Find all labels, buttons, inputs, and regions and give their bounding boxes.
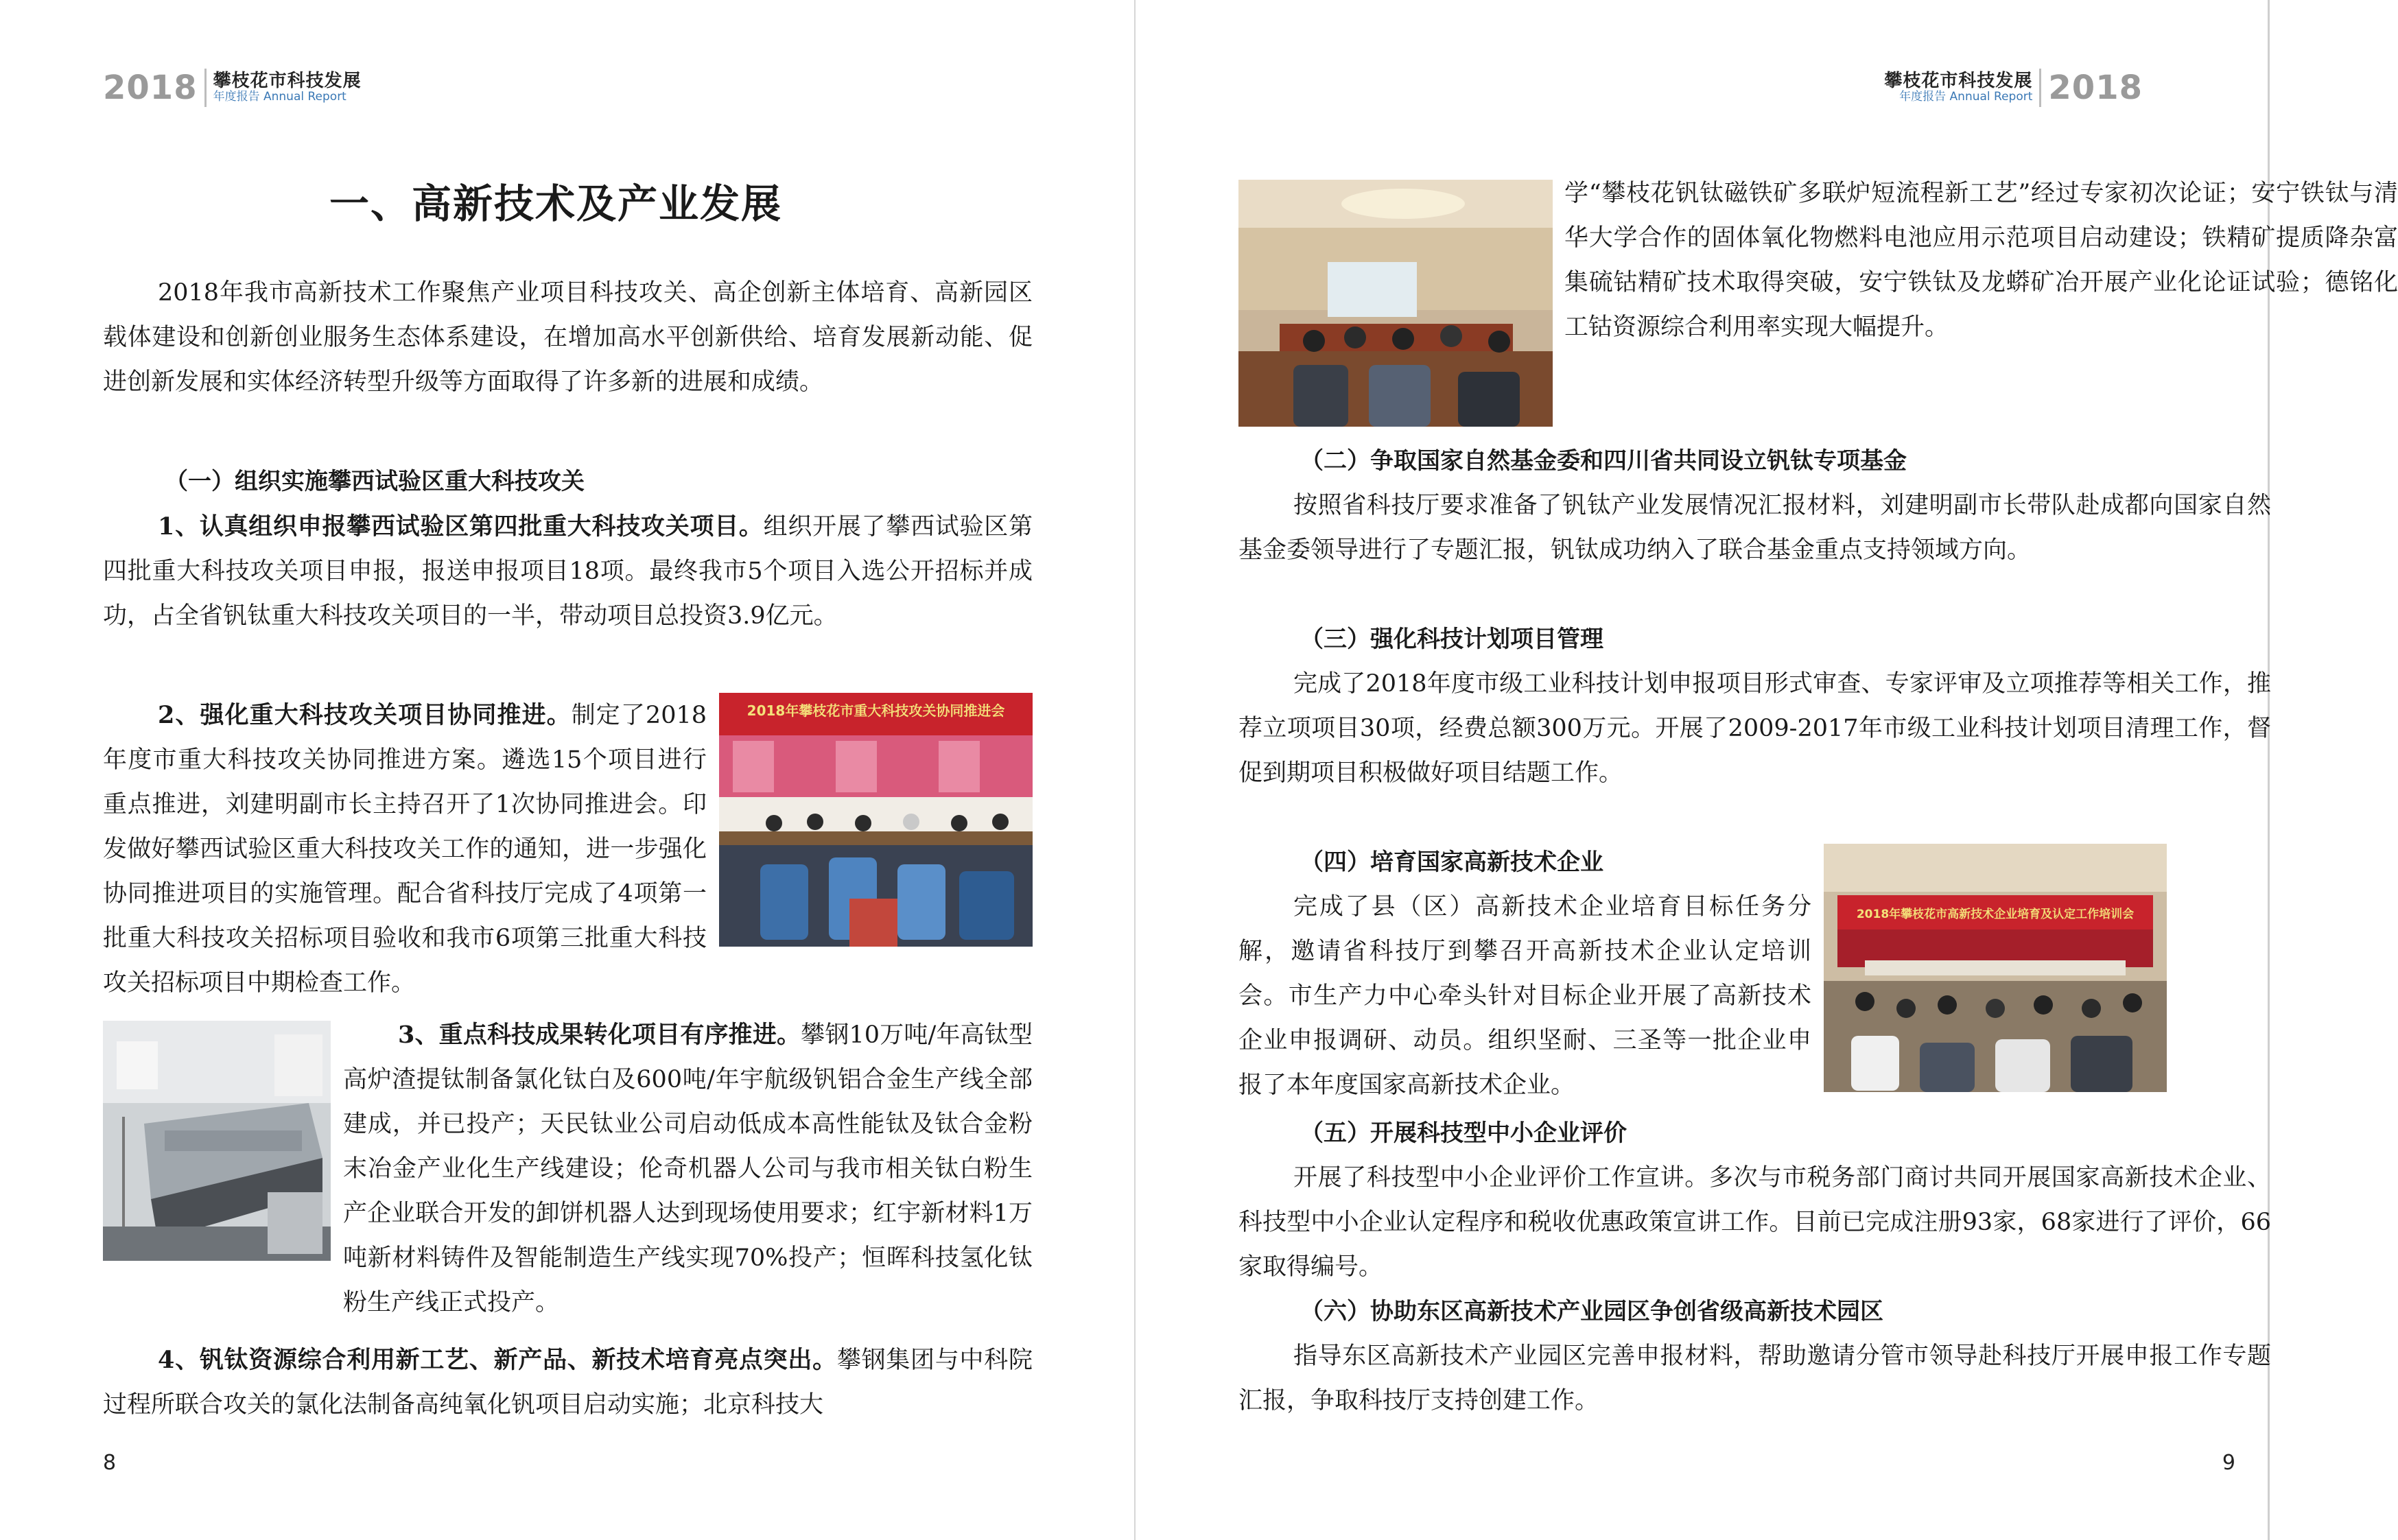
- section6-text: 指导东区高新技术产业园区完善申报材料，帮助邀请分管市领导赴科技厅开展申报工作专题汇报，争取科技厅支持创建工作。: [1238, 1342, 2271, 1414]
- item1-text: 组织开展了攀西试验区第四批重大科技攻关项目申报，报送申报项目18项。最终我市5个项目入选公开招标并成功，占全省钒钛重大科技攻关项目的一半，带动项目总投资3.9亿元。: [103, 513, 1033, 630]
- item2-lead: 2、强化重大科技攻关项目协同推进。: [158, 701, 572, 729]
- header-year: 2018: [103, 69, 198, 107]
- item4-paragraph: [103, 1338, 1033, 1428]
- production-line-photo: [103, 1021, 331, 1261]
- item4-lead: 4、钒钛资源综合利用新工艺、新产品、新技术培育亮点突出。: [158, 1346, 837, 1374]
- section2-paragraph: [1238, 484, 2271, 573]
- meeting-photo-1-image: [719, 693, 1033, 947]
- item2-paragraph: [103, 693, 707, 1006]
- header-year-right: 2018: [2048, 69, 2143, 107]
- section3-heading: （三）强化科技计划项目管理: [1300, 626, 1603, 653]
- header-subtitle-right: 年度报告 Annual Report: [1899, 89, 2033, 104]
- section2-text: 按照省科技厅要求准备了钒钛产业发展情况汇报材料，刘建明副市长带队赴成都向国家自然基金委领导进行了专题汇报，钒钛成功纳入了联合基金重点支持领域方向。: [1238, 492, 2271, 564]
- continued-text: 学“攀枝花钒钛磁铁矿多联炉短流程新工艺”经过专家初次论证；安宁铁钛与清华大学合作的固体氧化物燃料电池应用示范项目启动建设；铁精矿提质降杂富集硫钴精矿技术取得突破，安宁铁钛及龙蟒矿冶开展产业化论证试验；德铭化工钴资源综合利用率实现大幅提升。: [1564, 180, 2398, 341]
- page-number-right: 9: [2222, 1451, 2235, 1475]
- intro-text: 2018年我市高新技术工作聚焦产业项目科技攻关、高企创新主体培育、高新园区载体建设和创新创业服务生态体系建设，在增加高水平创新供给、培育发展新动能、促进创新发展和实体经济转型升级等方面取得了许多新的进展和成绩。: [103, 279, 1033, 396]
- page-number-left: 8: [103, 1451, 117, 1475]
- item3-text: 攀钢10万吨/年高钛型高炉渣提钛制备氯化钛白及600吨/年宇航级钒铝合金生产线全部建成，并已投产；天民钛业公司启动低成本高性能钛及钛合金粉末冶金产业化生产线建设；伦奇机器人公司与我市相关钛白粉生产企业联合开发的卸饼机器人达到现场使用要求；红宇新材料1万吨新材料铸件及智能制造生产线实现70%投产；恒晖科技氢化钛粉生产线正式投产。: [343, 1021, 1033, 1316]
- production-line-image: [103, 1021, 331, 1261]
- item3-lead: 3、重点科技成果转化项目有序推进。: [398, 1021, 801, 1049]
- banner-caption-1: 2018年攀枝花市重大科技攻关协同推进会: [747, 702, 1005, 719]
- page-title: 一、高新技术及产业发展: [329, 180, 783, 227]
- header-divider-right: [2039, 69, 2041, 107]
- continued-paragraph: [1564, 171, 2398, 350]
- section1-heading: （一）组织实施攀西试验区重大科技攻关: [165, 468, 585, 495]
- section4-heading: （四）培育国家高新技术企业: [1300, 849, 1603, 876]
- item4-text: 攀钢集团与中科院过程所联合攻关的氯化法制备高纯氧化钒项目启动实施；北京科技大: [103, 1347, 1033, 1419]
- section5-text: 开展了科技型中小企业评价工作宣讲。多次与市税务部门商讨共同开展国家高新技术企业、科技型中小企业认定程序和税收优惠政策宣讲工作。目前已完成注册93家，68家进行了评价，66家取得编号。: [1238, 1164, 2271, 1281]
- item2-text: 制定了2018年度市重大科技攻关协同推进方案。遴选15个项目进行重点推进，刘建明副市长主持召开了1次协同推进会。印发做好攀西试验区重大科技攻关工作的通知，进一步强化协同推进项目的实施管理。配合省科技厅完成了4项第一批重大科技攻关招标项目验收和我市6项第三批重大科技攻关招标项目中期检查工作。: [103, 702, 707, 997]
- training-photo: [1824, 844, 2167, 1092]
- right-page: [1136, 0, 2398, 1540]
- section2-heading: （二）争取国家自然基金委和四川省共同设立钒钛专项基金: [1300, 447, 1907, 475]
- header-titles: [213, 72, 362, 103]
- intro-paragraph: [103, 271, 1033, 405]
- banner-caption-2: 2018年攀枝花市高新技术企业培育及认定工作培训会: [1856, 908, 2135, 921]
- section4-paragraph: [1238, 885, 1811, 1108]
- header-titles-right: [1884, 72, 2032, 103]
- left-header: [103, 69, 362, 107]
- section4-text: 完成了县（区）高新技术企业培育目标任务分解，邀请省科技厅到攀召开高新技术企业认定培训会。市生产力中心牵头针对目标企业开展了高新技术企业申报调研、动员。组织坚耐、三圣等一批企业申报了本年度国家高新技术企业。: [1238, 893, 1811, 1099]
- item1-lead: 1、认真组织申报攀西试验区第四批重大科技攻关项目。: [158, 512, 764, 541]
- meeting-photo-1: [719, 693, 1033, 947]
- meeting-photo-2-image: [1238, 180, 1553, 427]
- section5-heading: （五）开展科技型中小企业评价: [1300, 1120, 1627, 1147]
- training-photo-image: [1824, 844, 2167, 1092]
- section3-paragraph: [1238, 662, 2271, 796]
- item3-paragraph: [343, 1012, 1033, 1325]
- section3-text: 完成了2018年度市级工业科技计划申报项目形式审查、专家评审及立项推荐等相关工作，推荐立项项目30项，经费总额300万元。开展了2009-2017年市级工业科技计划项目清理工作，督促到期项目积极做好项目结题工作。: [1238, 670, 2271, 787]
- item1-paragraph: [103, 504, 1033, 639]
- header-title: 攀枝花市科技发展: [213, 71, 362, 92]
- section5-paragraph: [1238, 1156, 2271, 1290]
- meeting-photo-2: [1238, 180, 1553, 427]
- section6-paragraph: [1238, 1334, 2271, 1423]
- header-title-right: 攀枝花市科技发展: [1884, 71, 2033, 92]
- section6-heading: （六）协助东区高新技术产业园区争创省级高新技术园区: [1300, 1298, 1883, 1325]
- right-header: [1884, 69, 2143, 107]
- header-divider: [204, 69, 207, 107]
- left-page: [0, 0, 1134, 1540]
- header-subtitle: 年度报告 Annual Report: [213, 89, 346, 104]
